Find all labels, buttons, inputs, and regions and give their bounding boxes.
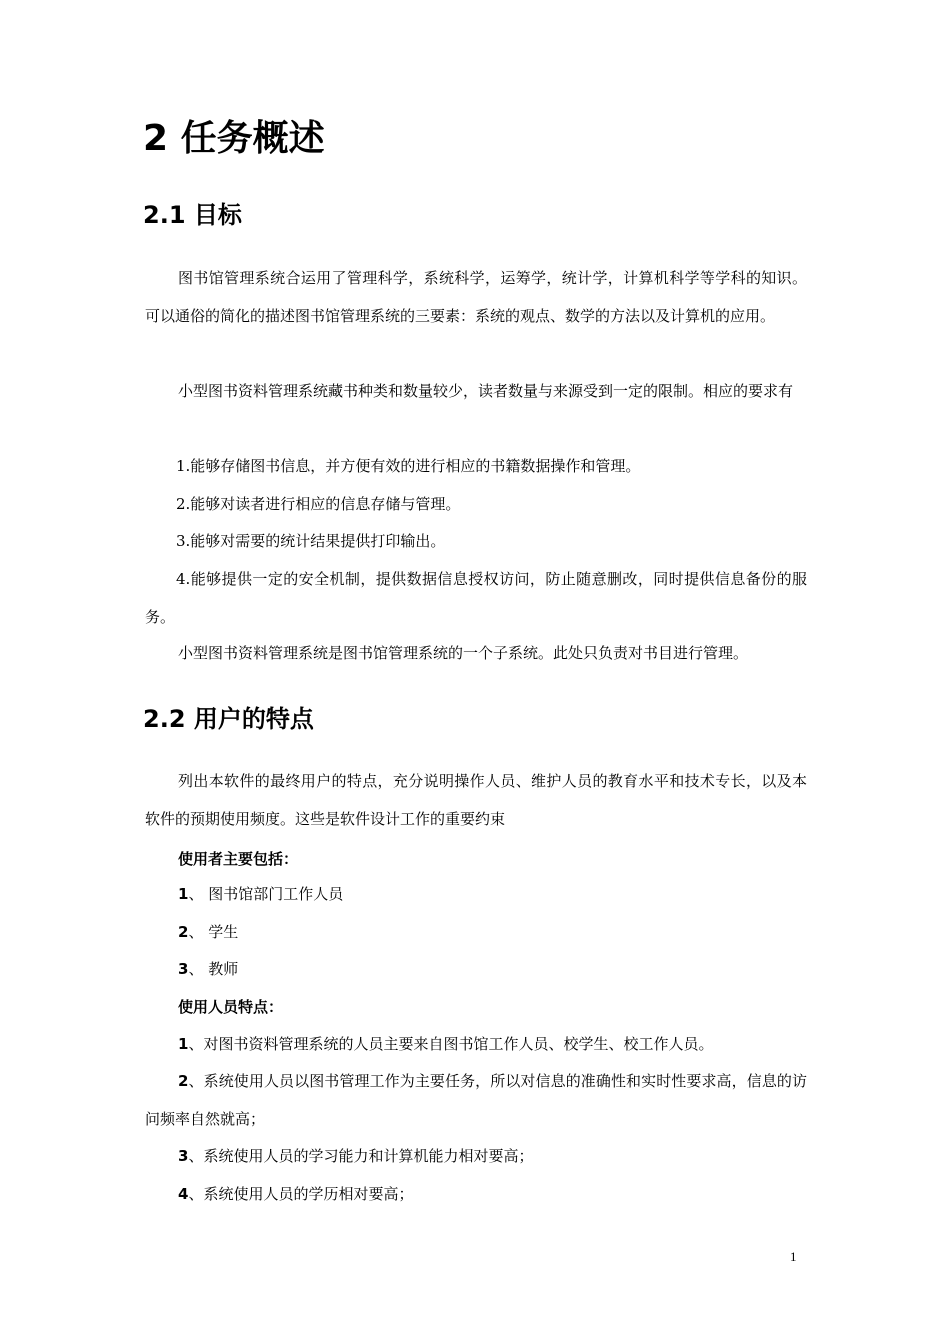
chapter-heading: 2 任务概述	[143, 118, 325, 159]
trait-item-4	[178, 1183, 413, 1205]
paragraph-user-characteristics: 列出本软件的最终用户的特点，充分说明操作人员、维护人员的教育水平和技术专长，以及本软件的预期使用频度。这些是软件设计工作的重要约束	[145, 772, 807, 828]
trait-item-1	[178, 1033, 713, 1055]
trait-item-4-number: 4	[178, 1185, 189, 1203]
trait-item-1-text: 、对图书资料管理系统的人员主要来自图书馆工作人员、校学生、校工作人员。	[188, 1035, 714, 1053]
user-item-1	[178, 883, 343, 905]
user-item-3-text: 、 教师	[188, 960, 239, 978]
user-item-3-number: 3	[178, 960, 189, 978]
paragraph-subsystem: 小型图书资料管理系统是图书馆管理系统的一个子系统。此处只负责对书目进行管理。	[178, 644, 749, 662]
trait-item-2-text: 、系统使用人员以图书管理工作为主要任务，所以对信息的准确性和实时性要求高，信息的访问频率自然就高；	[145, 1072, 807, 1128]
user-item-3	[178, 958, 238, 980]
section-heading-users: 2.2 用户的特点	[143, 705, 314, 733]
trait-item-3-text: 、系统使用人员的学习能力和计算机能力相对要高；	[188, 1147, 534, 1165]
requirement-item-1: 1.能够存储图书信息，并方便有效的进行相应的书籍数据操作和管理。	[176, 457, 641, 475]
user-item-2	[178, 921, 238, 943]
trait-item-2-number: 2	[178, 1072, 189, 1090]
page-number: 1	[790, 1249, 797, 1264]
trait-item-2	[145, 1063, 807, 1138]
user-item-1-text: 、 图书馆部门工作人员	[188, 885, 344, 903]
user-item-2-number: 2	[178, 923, 189, 941]
trait-item-3-number: 3	[178, 1147, 189, 1165]
trait-item-1-number: 1	[178, 1035, 189, 1053]
paragraph-goals-intro: 图书馆管理系统合运用了管理科学，系统科学，运筹学，统计学，计算机科学等学科的知识。可以通俗的简化的描述图书馆管理系统的三要素：系统的观点、数学的方法以及计算机的应用。	[145, 269, 807, 325]
traits-heading: 使用人员特点：	[178, 998, 284, 1016]
users-heading: 使用者主要包括：	[178, 850, 299, 868]
trait-item-3	[178, 1145, 533, 1167]
section-heading-goals: 2.1 目标	[143, 201, 242, 229]
user-item-2-text: 、 学生	[188, 923, 239, 941]
requirement-item-4: 4.能够提供一定的安全机制，提供数据信息授权访问，防止随意删改，同时提供信息备份的服务。	[145, 570, 807, 626]
requirement-item-2: 2.能够对读者进行相应的信息存储与管理。	[176, 495, 461, 513]
user-item-1-number: 1	[178, 885, 189, 903]
requirement-item-3: 3.能够对需要的统计结果提供打印输出。	[176, 532, 446, 550]
paragraph-small-library: 小型图书资料管理系统藏书种类和数量较少，读者数量与来源受到一定的限制。相应的要求有	[178, 382, 794, 400]
trait-item-4-text: 、系统使用人员的学历相对要高；	[188, 1185, 414, 1203]
